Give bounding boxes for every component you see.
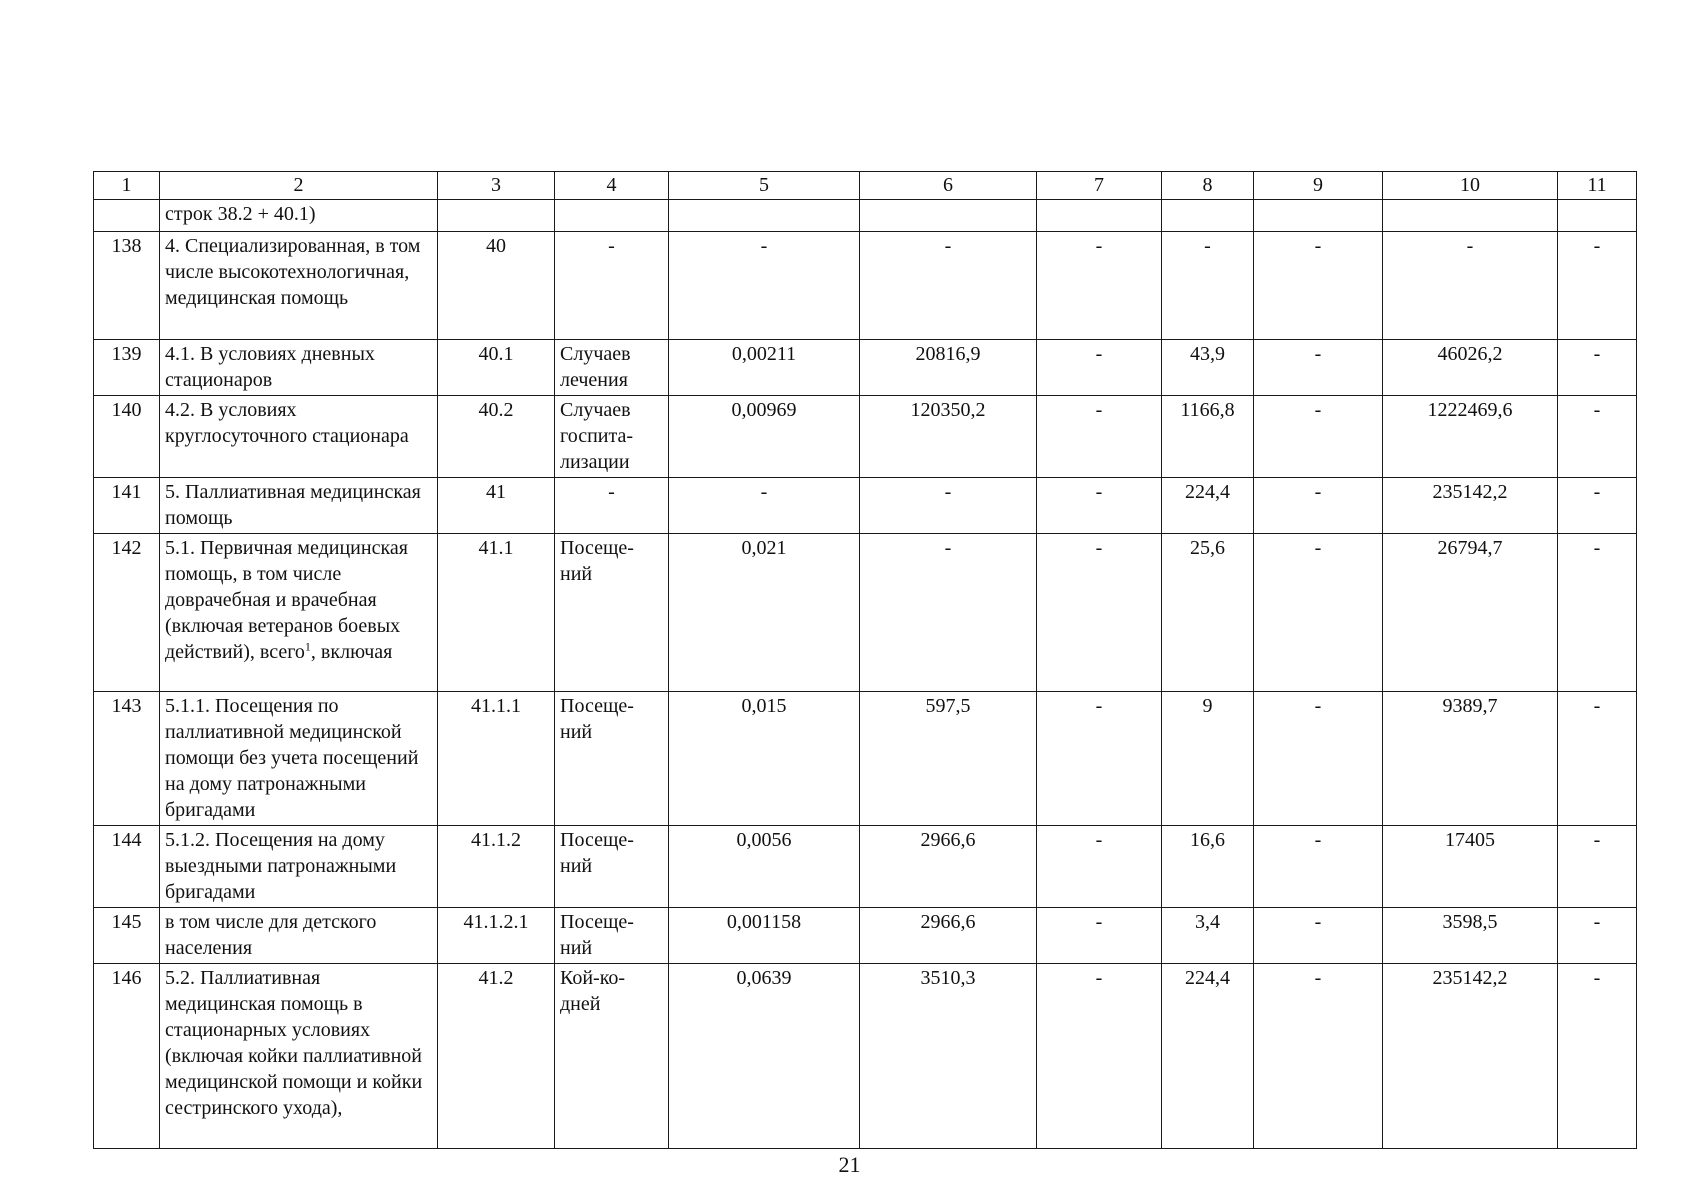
row-unit: Посеще-ний [555,692,669,826]
table-row [94,232,1637,340]
row-col9: - [1254,396,1383,478]
row-col11: - [1558,692,1637,826]
row-col6: 2966,6 [860,908,1037,964]
row-unit: Кой-ко-дней [555,964,669,1149]
row-col11: - [1558,534,1637,692]
row-col10: - [1383,232,1558,340]
header-row [94,172,1637,200]
row-col8: 9 [1162,692,1254,826]
row-unit: - [555,478,669,534]
row-col5: 0,00211 [669,340,860,396]
table-row [94,826,1637,908]
row-description-text: 5.1. Первичная медицинская помощь, в том числе доврачебная и врачебная (включая ветеранов боевых действий), всего [165,537,408,663]
row-col9: - [1254,478,1383,534]
row-col6: 3510,3 [860,964,1037,1149]
table-row [94,534,1637,692]
continuation-row [94,200,1637,232]
row-col9: - [1254,692,1383,826]
row-col10: 26794,7 [1383,534,1558,692]
column-header: 5 [669,172,860,200]
column-header: 3 [438,172,555,200]
row-col8: 224,4 [1162,964,1254,1149]
row-description: в том числе для детского населения [160,908,438,964]
row-col8: 43,9 [1162,340,1254,396]
row-code: 41.1.2.1 [438,908,555,964]
row-col7: - [1037,340,1162,396]
row-col6: - [860,534,1037,692]
row-unit: Посеще-ний [555,908,669,964]
row-number: 140 [94,396,160,478]
page-number: 21 [838,1152,861,1177]
column-header: 7 [1037,172,1162,200]
row-description: 5.1.2. Посещения на дому выездными патронажными бригадами [160,826,438,908]
row-unit: Случаев госпита-лизации [555,396,669,478]
row-col8: 1166,8 [1162,396,1254,478]
row-description [160,534,438,692]
row-col11: - [1558,340,1637,396]
row-number: 141 [94,478,160,534]
row-col6: 20816,9 [860,340,1037,396]
row-col11: - [1558,826,1637,908]
table-row [94,908,1637,964]
column-header: 9 [1254,172,1383,200]
column-header: 8 [1162,172,1254,200]
table-row [94,340,1637,396]
row-col11: - [1558,478,1637,534]
row-code: 41.1 [438,534,555,692]
column-header: 2 [160,172,438,200]
row-unit: - [555,232,669,340]
row-description-tail: , включая [310,641,393,663]
row-col6: 120350,2 [860,396,1037,478]
row-col9: - [1254,826,1383,908]
row-col7: - [1037,826,1162,908]
row-col5: - [669,478,860,534]
row-col8: - [1162,232,1254,340]
row-description: 4.2. В условиях круглосуточного стационара [160,396,438,478]
row-col6: 597,5 [860,692,1037,826]
row-number: 144 [94,826,160,908]
row-col5: 0,015 [669,692,860,826]
row-col11: - [1558,964,1637,1149]
data-table [93,171,1637,1149]
row-col9: - [1254,964,1383,1149]
row-col5: 0,00969 [669,396,860,478]
row-number: 145 [94,908,160,964]
row-col10: 235142,2 [1383,478,1558,534]
row-col5: - [669,232,860,340]
row-col8: 25,6 [1162,534,1254,692]
column-header: 11 [1558,172,1637,200]
column-header: 4 [555,172,669,200]
row-description: 5.1.1. Посещения по паллиативной медицинской помощи без учета посещений на дому патронажными бригадами [160,692,438,826]
column-header: 1 [94,172,160,200]
table-cell [1254,200,1383,232]
row-col9: - [1254,534,1383,692]
row-number: 146 [94,964,160,1149]
table-cell [860,200,1037,232]
row-col5: 0,0639 [669,964,860,1149]
row-col10: 1222469,6 [1383,396,1558,478]
row-col7: - [1037,692,1162,826]
row-col11: - [1558,232,1637,340]
column-header: 10 [1383,172,1558,200]
table-row [94,692,1637,826]
row-description: 4. Специализированная, в том числе высокотехнологичная, медицинская помощь [160,232,438,340]
row-code: 41 [438,478,555,534]
row-col5: 0,021 [669,534,860,692]
row-col8: 224,4 [1162,478,1254,534]
table-cell [1037,200,1162,232]
table-cell [669,200,860,232]
row-number: 138 [94,232,160,340]
row-col10: 46026,2 [1383,340,1558,396]
row-unit: Посеще-ний [555,826,669,908]
row-col6: - [860,478,1037,534]
row-col7: - [1037,964,1162,1149]
row-col6: 2966,6 [860,826,1037,908]
row-description: 5.2. Паллиативная медицинская помощь в стационарных условиях (включая койки паллиативной медицинской помощи и койки сестринского ухода), [160,964,438,1149]
row-code: 40 [438,232,555,340]
table-row [94,478,1637,534]
table-cell [94,200,160,232]
row-col7: - [1037,232,1162,340]
row-col9: - [1254,908,1383,964]
row-col11: - [1558,396,1637,478]
row-code: 40.2 [438,396,555,478]
column-header: 6 [860,172,1037,200]
row-col8: 3,4 [1162,908,1254,964]
table-cell [1558,200,1637,232]
row-unit: Посеще-ний [555,534,669,692]
table-cell [1383,200,1558,232]
row-unit: Случаев лечения [555,340,669,396]
row-col5: 0,001158 [669,908,860,964]
row-number: 143 [94,692,160,826]
row-col7: - [1037,534,1162,692]
table-cell [438,200,555,232]
row-col7: - [1037,396,1162,478]
row-col9: - [1254,232,1383,340]
row-number: 139 [94,340,160,396]
row-col7: - [1037,908,1162,964]
row-code: 41.1.2 [438,826,555,908]
table-cell [555,200,669,232]
row-code: 41.1.1 [438,692,555,826]
row-col10: 3598,5 [1383,908,1558,964]
table-cell [1162,200,1254,232]
row-description: 5. Паллиативная медицинская помощь [160,478,438,534]
row-code: 40.1 [438,340,555,396]
row-col10: 17405 [1383,826,1558,908]
row-col8: 16,6 [1162,826,1254,908]
table-row [94,396,1637,478]
row-code: 41.2 [438,964,555,1149]
row-description: 4.1. В условиях дневных стационаров [160,340,438,396]
row-number: 142 [94,534,160,692]
row-col6: - [860,232,1037,340]
row-col10: 235142,2 [1383,964,1558,1149]
row-col10: 9389,7 [1383,692,1558,826]
row-col9: - [1254,340,1383,396]
continuation-text: строк 38.2 + 40.1) [160,200,438,232]
row-col5: 0,0056 [669,826,860,908]
row-col11: - [1558,908,1637,964]
footnote-marker: 1 [304,639,311,654]
row-col7: - [1037,478,1162,534]
table-row [94,964,1637,1149]
